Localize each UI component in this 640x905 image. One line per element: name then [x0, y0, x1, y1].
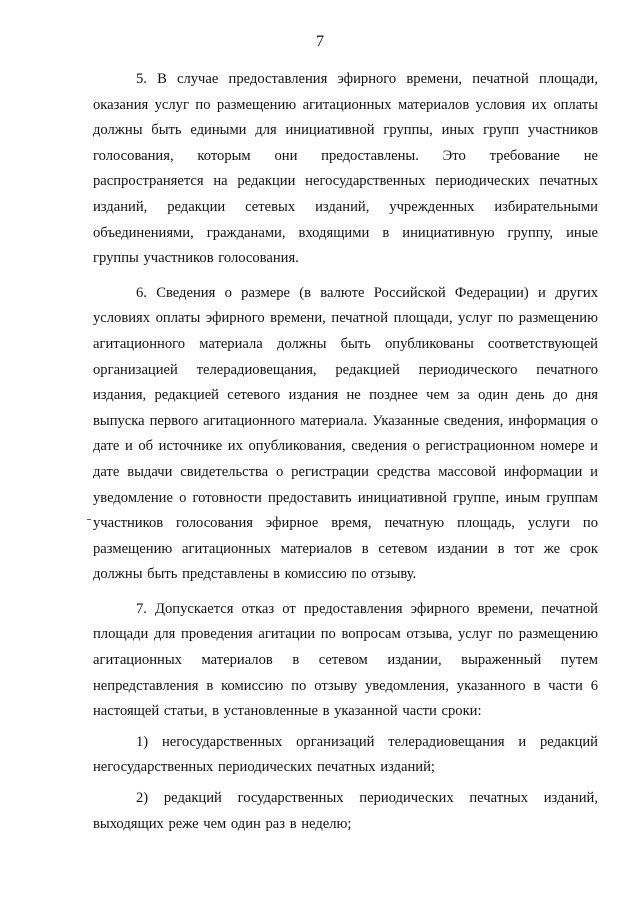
list-item-1: 1) негосударственных организаций телерадиовещания и редакций негосударственных периодических печатных изданий; — [93, 733, 598, 776]
paragraph-6: 6. Сведения о размере (в валюте Российской Федерации) и других условиях оплаты эфирного времени, печатной площади, услуг по размещению агитационного материала должны быть опубликованы соответствующей организацией телерадиовещания, редакцией периодического печатного издания, редакцией сетевого издания не позднее чем за один день до дня выпуска первого агитационного материала. Указанные сведения, информация о дате и об источнике их опубликования, сведения о регистрационном номере и дате выдачи свидетельства о регистрации средства массовой информации и уведомление о готовности предоставить инициативной группе, иным группам участников голосования эфирное время, печатную площадь, услуги по размещению агитационных материалов в сетевом издании в тот же срок должны быть представлены в комиссию по отзыву. — [93, 284, 598, 583]
list-item-2: 2) редакций государственных периодических печатных изданий, выходящих реже чем один раз в неделю; — [93, 790, 598, 832]
paragraph-5: 5. В случае предоставления эфирного времени, печатной площади, оказания услуг по размещению агитационных материалов условия их оплаты должны быть едиными для инициативной группы, иных групп участников голосования, которым они предоставлены. Это требование не распространяется на редакции негосударственных периодических печатных изданий, редакции сетевых изданий, учрежденных избирательными объединениями, гражданами, входящими в инициативную группу, иные группы участников голосования. — [93, 71, 598, 267]
document-body — [93, 67, 598, 842]
page-number: 7 — [316, 33, 324, 50]
margin-mark — [87, 519, 91, 520]
paragraph-7: 7. Допускается отказ от предоставления эфирного времени, печатной площади для проведения агитации по вопросам отзыва, услуг по размещению агитационных материалов в сетевом издании, выраженный путем непредставления в комиссию по отзыву уведомления, указанного в части 6 настоящей статьи, в установленные в указанной части сроки: — [93, 600, 598, 720]
